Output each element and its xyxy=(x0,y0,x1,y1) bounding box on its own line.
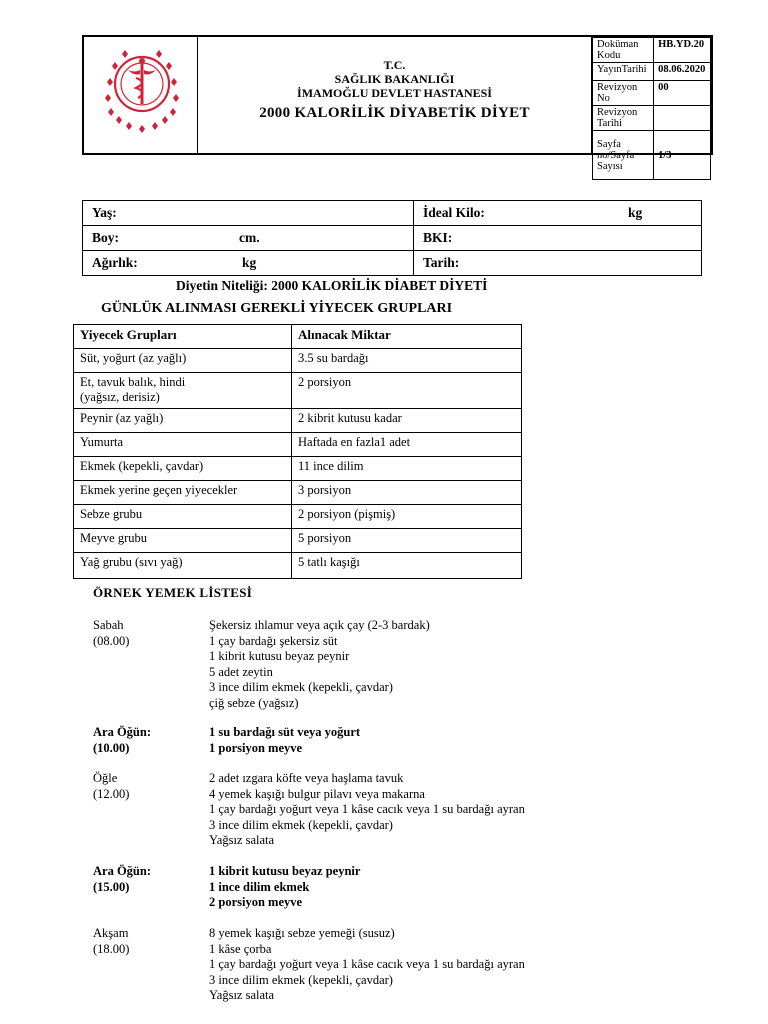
food-group-line: Et, tavuk balık, hindi xyxy=(80,375,186,389)
table-row xyxy=(74,505,522,529)
menu-item: 1 porsiyon meyve xyxy=(209,740,303,755)
snack-morning-items xyxy=(209,725,360,756)
date-label: Tarih: xyxy=(423,255,460,270)
height-field[interactable] xyxy=(83,226,414,251)
height-unit: cm. xyxy=(239,230,260,245)
menu-item: 1 çay bardağı yoğurt veya 1 kâse cacık veya 1 su bardağı ayran xyxy=(209,802,525,816)
ideal-weight-label: İdeal Kilo: xyxy=(423,205,485,220)
meta-value: 1/3 xyxy=(654,131,711,180)
table-row xyxy=(74,553,522,579)
table-row xyxy=(74,529,522,553)
meta-value: HB.YD.20 xyxy=(654,38,711,63)
food-group-cell: Meyve grubu xyxy=(74,529,292,553)
meal-name: Akşam xyxy=(93,926,129,940)
weight-label: Ağırlık: xyxy=(92,255,138,270)
meal-time: (10.00) xyxy=(93,740,130,755)
meal-name: Ara Öğün: xyxy=(93,864,151,878)
menu-item: 1 çay bardağı yoğurt veya 1 kâse cacık veya 1 su bardağı ayran xyxy=(209,957,525,971)
ideal-weight-field[interactable] xyxy=(414,201,702,226)
food-group-cell: Süt, yoğurt (az yağlı) xyxy=(74,349,292,373)
patient-info-table xyxy=(82,200,702,276)
weight-field[interactable] xyxy=(83,251,414,276)
meal-name: Sabah xyxy=(93,618,124,632)
food-group-cell: Ekmek yerine geçen yiyecekler xyxy=(74,481,292,505)
height-label: Boy: xyxy=(92,230,119,245)
amount-cell: 3.5 su bardağı xyxy=(292,349,522,373)
table-row xyxy=(74,457,522,481)
date-field[interactable] xyxy=(414,251,702,276)
logo-cell xyxy=(84,37,198,153)
ideal-weight-unit: kg xyxy=(628,205,643,220)
meta-row xyxy=(593,63,711,81)
age-label: Yaş: xyxy=(92,205,117,220)
dinner-items xyxy=(209,926,525,1004)
menu-item: Şekersiz ıhlamur veya açık çay (2-3 bardak) xyxy=(209,618,430,632)
snack-afternoon-items xyxy=(209,864,360,911)
meal-time: (18.00) xyxy=(93,941,130,956)
meta-row xyxy=(593,106,711,131)
ministry-of-health-logo-icon xyxy=(102,46,182,142)
menu-item: çiğ sebze (yağsız) xyxy=(209,695,299,710)
meta-label: Sayfa no/Sayfa Sayısı xyxy=(593,131,654,180)
food-group-cell: Peynir (az yağlı) xyxy=(74,409,292,433)
amount-cell: 2 porsiyon (pişmiş) xyxy=(292,505,522,529)
table-row xyxy=(74,481,522,505)
meal-breakfast xyxy=(93,618,129,649)
meta-row xyxy=(593,81,711,106)
menu-item: 3 ince dilim ekmek (kepekli, çavdar) xyxy=(209,680,393,694)
bmi-label: BKI: xyxy=(423,230,453,245)
meal-snack-afternoon xyxy=(93,864,151,895)
menu-item: 8 yemek kaşığı sebze yemeği (susuz) xyxy=(209,926,395,940)
amount-cell: 5 tatlı kaşığı xyxy=(292,553,522,579)
column-header: Alınacak Miktar xyxy=(292,325,522,349)
menu-item: Yağsız salata xyxy=(209,988,275,1002)
table-header-row xyxy=(74,325,522,349)
menu-item: 1 çay bardağı şekersiz süt xyxy=(209,633,338,648)
meal-time: (15.00) xyxy=(93,879,130,894)
meal-snack-morning xyxy=(93,725,151,756)
menu-item: 4 yemek kaşığı bulgur pilavı veya makarna xyxy=(209,786,425,801)
meta-value: 08.06.2020 xyxy=(654,63,711,81)
header-title-cell xyxy=(198,37,592,153)
table-row xyxy=(74,433,522,457)
food-group-line: (yağsız, derisiz) xyxy=(80,390,160,404)
food-group-cell: Yağ grubu (sıvı yağ) xyxy=(74,553,292,579)
meta-label: YayınTarihi xyxy=(593,63,654,81)
amount-cell: 2 kibrit kutusu kadar xyxy=(292,409,522,433)
amount-cell: 3 porsiyon xyxy=(292,481,522,505)
amount-cell: 11 ince dilim xyxy=(292,457,522,481)
diet-quality-line xyxy=(176,278,487,294)
meal-time: (12.00) xyxy=(93,786,130,801)
lunch-items xyxy=(209,771,525,849)
document-header xyxy=(82,35,713,172)
meal-lunch xyxy=(93,771,129,802)
food-group-cell: Yumurta xyxy=(74,433,292,457)
diet-quality-value: 2000 KALORİLİK DİABET DİYETİ xyxy=(271,278,488,293)
amount-cell: 2 porsiyon xyxy=(292,373,522,409)
menu-item: 3 ince dilim ekmek (kepekli, çavdar) xyxy=(209,972,393,987)
table-row xyxy=(74,409,522,433)
food-groups-table xyxy=(73,324,522,579)
header-line-hospital: İMAMOĞLU DEVLET HASTANESİ xyxy=(297,86,492,100)
table-row xyxy=(74,349,522,373)
header-line-tc: T.C. xyxy=(383,58,406,72)
food-groups-heading: GÜNLÜK ALINMASI GEREKLİ YİYECEK GRUPLARI xyxy=(101,301,453,316)
breakfast-items xyxy=(209,618,430,711)
menu-item: 2 porsiyon meyve xyxy=(209,895,303,909)
menu-item: 1 kibrit kutusu beyaz peynir xyxy=(209,864,361,878)
age-field[interactable] xyxy=(83,201,414,226)
amount-cell: 5 porsiyon xyxy=(292,529,522,553)
menu-item: 1 kâse çorba xyxy=(209,941,272,956)
document-title: 2000 KALORİLİK DİYABETİK DİYET xyxy=(259,105,530,121)
meta-value: 00 xyxy=(654,81,711,106)
table-row xyxy=(74,373,522,409)
food-group-cell: Ekmek (kepekli, çavdar) xyxy=(74,457,292,481)
food-group-cell xyxy=(74,373,292,409)
header-line-ministry: SAĞLIK BAKANLIĞI xyxy=(334,72,455,86)
meta-row xyxy=(593,38,711,63)
meal-time: (08.00) xyxy=(93,633,130,648)
bmi-field[interactable] xyxy=(414,226,702,251)
menu-item: 1 su bardağı süt veya yoğurt xyxy=(209,725,361,739)
meal-dinner xyxy=(93,926,129,957)
menu-item: 3 ince dilim ekmek (kepekli, çavdar) xyxy=(209,817,393,832)
meta-label: Doküman Kodu xyxy=(593,38,654,63)
meal-name: Ara Öğün: xyxy=(93,725,151,739)
food-group-cell: Sebze grubu xyxy=(74,505,292,529)
menu-item: Yağsız salata xyxy=(209,833,275,847)
meta-label: Revizyon No xyxy=(593,81,654,106)
menu-item: 1 kibrit kutusu beyaz peynir xyxy=(209,649,350,663)
sample-menu-heading: ÖRNEK YEMEK LİSTESİ xyxy=(93,585,253,600)
meta-label: Revizyon Tarihi xyxy=(593,106,654,131)
menu-item: 1 ince dilim ekmek xyxy=(209,879,310,894)
document-meta-table xyxy=(592,37,711,180)
column-header: Yiyecek Grupları xyxy=(74,325,292,349)
weight-unit: kg xyxy=(242,255,257,270)
meal-name: Öğle xyxy=(93,771,118,785)
menu-item: 2 adet ızgara köfte veya haşlama tavuk xyxy=(209,771,404,785)
meta-value xyxy=(654,106,711,131)
menu-item: 5 adet zeytin xyxy=(209,664,273,679)
amount-cell: Haftada en fazla1 adet xyxy=(292,433,522,457)
meta-row xyxy=(593,131,711,180)
diet-quality-label: Diyetin Niteliği: xyxy=(176,278,268,293)
